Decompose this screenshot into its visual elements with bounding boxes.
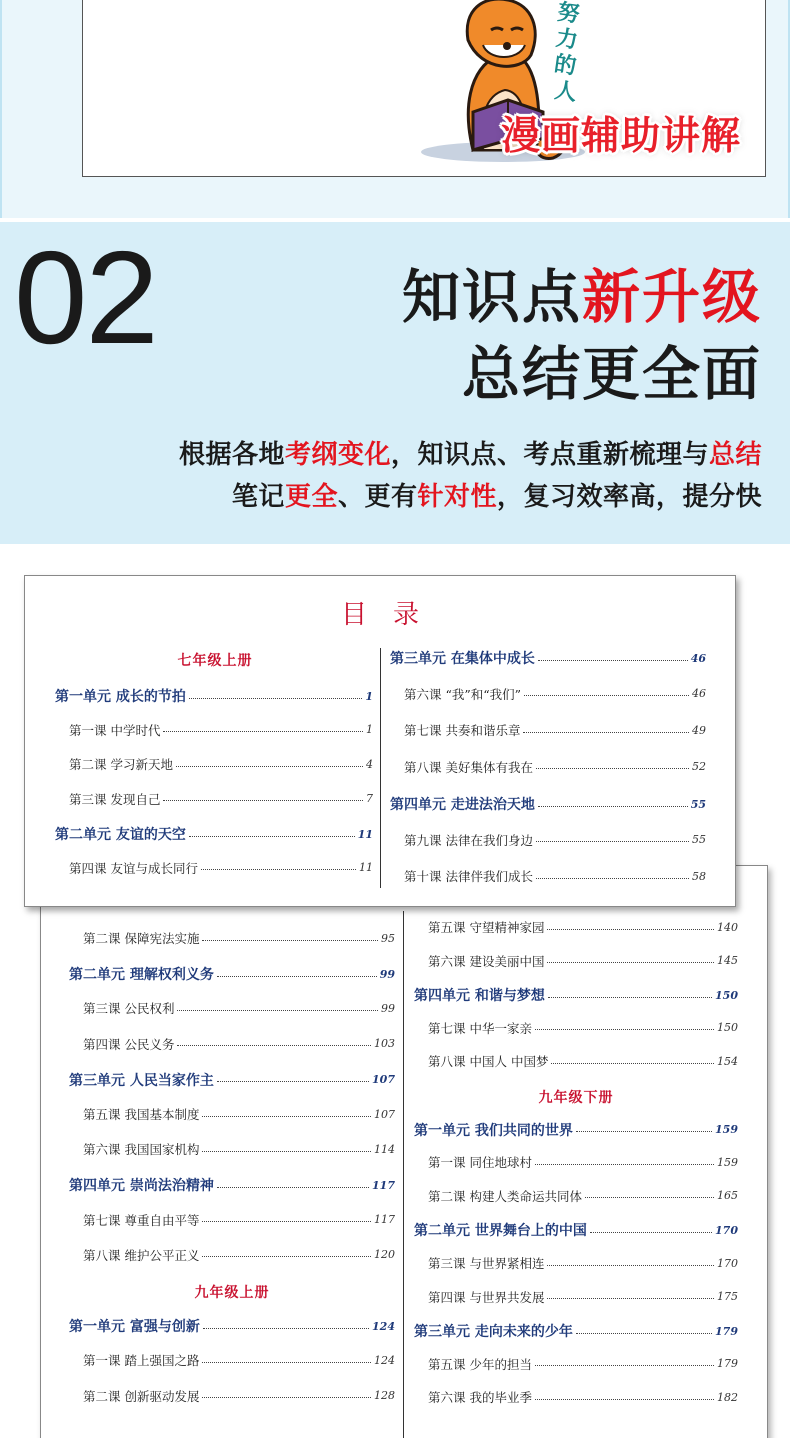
dot-leader bbox=[189, 698, 362, 699]
toc-unit-entry[interactable] bbox=[69, 1175, 395, 1195]
dot-leader bbox=[547, 1298, 714, 1299]
page-number: 140 bbox=[717, 920, 738, 934]
entry-title: 第九课 法律在我们身边 bbox=[404, 832, 533, 848]
svg-text:力: 力 bbox=[554, 25, 580, 54]
dot-leader bbox=[551, 1063, 714, 1064]
toc-lesson-entry[interactable] bbox=[428, 952, 738, 970]
dot-leader bbox=[576, 1333, 712, 1334]
page-number: 99 bbox=[379, 967, 395, 981]
dot-leader bbox=[523, 732, 689, 733]
entry-title: 第七课 尊重自由平等 bbox=[83, 1212, 200, 1228]
entry-title: 第二单元 友谊的天空 bbox=[55, 827, 186, 843]
page-number: 103 bbox=[374, 1037, 395, 1051]
dot-leader bbox=[202, 1362, 371, 1363]
page-number: 170 bbox=[717, 1256, 738, 1270]
headline1-red: 新升级 bbox=[581, 263, 762, 331]
page-number: 179 bbox=[717, 1357, 738, 1371]
page-number: 114 bbox=[374, 1142, 395, 1156]
description-text: 根据各地 bbox=[178, 440, 285, 470]
toc-unit-entry[interactable] bbox=[414, 1120, 738, 1140]
toc-lesson-entry[interactable] bbox=[83, 1246, 395, 1264]
toc-unit-entry[interactable] bbox=[414, 985, 738, 1005]
dot-leader bbox=[189, 836, 355, 837]
entry-title: 第十课 法律伴我们成长 bbox=[404, 869, 533, 884]
entry-title: 第四单元 崇尚法治精神 bbox=[69, 1178, 214, 1195]
description-line1 bbox=[179, 442, 762, 468]
page-number: 11 bbox=[357, 827, 373, 841]
page-number: 117 bbox=[374, 1213, 395, 1227]
entry-title: 第五课 我国基本制度 bbox=[83, 1107, 200, 1122]
illustration-card bbox=[82, 0, 766, 177]
dot-leader bbox=[535, 1164, 714, 1165]
page-number: 55 bbox=[692, 833, 706, 846]
grade-heading: 九年级上册 bbox=[194, 1285, 270, 1301]
toc-unit-entry[interactable] bbox=[414, 1321, 738, 1341]
page-number: 58 bbox=[692, 869, 706, 883]
page-number: 1 bbox=[365, 689, 373, 703]
dot-leader bbox=[536, 841, 689, 842]
toc-lesson-entry[interactable] bbox=[404, 758, 706, 776]
highlight-text: 针对性 bbox=[417, 482, 497, 512]
toc-lesson-entry[interactable] bbox=[428, 1187, 738, 1205]
entry-title: 第四课 友谊与成长同行 bbox=[69, 860, 198, 876]
toc-unit-entry[interactable] bbox=[390, 648, 706, 668]
toc-lesson-entry[interactable] bbox=[69, 721, 373, 739]
entry-title: 第七课 共奏和谐乐章 bbox=[404, 723, 521, 738]
toc-lesson-entry[interactable] bbox=[83, 1387, 395, 1405]
dot-leader bbox=[217, 1081, 369, 1082]
toc-lesson-entry[interactable] bbox=[69, 859, 373, 877]
entry-title: 第三单元 人民当家作主 bbox=[69, 1072, 214, 1089]
grade-heading: 九年级下册 bbox=[538, 1090, 614, 1106]
entry-title: 第三单元 走向未来的少年 bbox=[414, 1324, 573, 1341]
dot-leader bbox=[177, 1045, 371, 1046]
page-number: 11 bbox=[359, 861, 373, 874]
entry-title: 第六课 “我”和“我们” bbox=[404, 686, 522, 702]
entry-title: 第一课 同住地球村 bbox=[428, 1155, 532, 1171]
headline1-black: 知识点 bbox=[401, 263, 582, 331]
highlight-text: 更全 bbox=[284, 482, 338, 512]
entry-title: 第一单元 成长的节拍 bbox=[55, 689, 186, 705]
page-number: 107 bbox=[374, 1107, 395, 1121]
toc-lesson-entry[interactable] bbox=[428, 1153, 738, 1171]
entry-title: 第四单元 和谐与梦想 bbox=[414, 988, 545, 1005]
svg-text:人: 人 bbox=[552, 78, 579, 107]
page-number: 46 bbox=[690, 651, 706, 665]
page-number: 49 bbox=[692, 723, 706, 737]
toc-unit-entry[interactable] bbox=[390, 794, 706, 814]
toc-lesson-entry[interactable] bbox=[428, 1254, 738, 1272]
toc-lesson-entry[interactable] bbox=[428, 1355, 738, 1373]
dot-leader bbox=[547, 962, 714, 963]
entry-title: 第二课 学习新天地 bbox=[69, 757, 173, 772]
toc-page-back bbox=[40, 865, 768, 1438]
entry-title: 第二课 构建人类命运共同体 bbox=[428, 1188, 582, 1204]
toc-lesson-entry[interactable] bbox=[404, 721, 706, 739]
toc-lesson-entry[interactable] bbox=[404, 685, 706, 703]
toc-unit-entry[interactable] bbox=[69, 964, 395, 984]
page-number: 124 bbox=[374, 1353, 395, 1367]
toc-lesson-entry[interactable] bbox=[428, 1288, 738, 1306]
page-number: 1 bbox=[366, 723, 373, 736]
dot-leader bbox=[536, 878, 689, 879]
dot-leader bbox=[535, 1399, 714, 1400]
headline-line2: 总结更全面 bbox=[461, 340, 762, 408]
page-number: 55 bbox=[690, 797, 706, 811]
entry-title: 第二单元 理解权利义务 bbox=[69, 967, 214, 984]
toc-lesson-entry[interactable] bbox=[428, 1019, 738, 1037]
dot-leader bbox=[217, 976, 377, 977]
page-number: 95 bbox=[381, 931, 395, 945]
manga-caption: 漫画辅助讲解 bbox=[501, 114, 742, 159]
page-number: 179 bbox=[715, 1324, 738, 1338]
grade-heading: 七年级上册 bbox=[177, 653, 253, 669]
page-number: 46 bbox=[692, 687, 706, 700]
dot-leader bbox=[538, 806, 688, 807]
page-number: 145 bbox=[717, 954, 738, 968]
toc-unit-entry[interactable] bbox=[55, 686, 373, 706]
entry-title: 第一单元 富强与创新 bbox=[69, 1319, 200, 1336]
highlight-text: 考纲变化 bbox=[284, 440, 391, 470]
entry-title: 第二课 保障宪法实施 bbox=[83, 931, 200, 946]
entry-title: 第八课 美好集体有我在 bbox=[404, 759, 533, 775]
entry-title: 第二课 创新驱动发展 bbox=[83, 1388, 200, 1404]
entry-title: 第八课 维护公平正义 bbox=[83, 1247, 200, 1263]
entry-title: 第三课 公民权利 bbox=[83, 1001, 175, 1017]
description-text: ，知识点、考点重新梳理与 bbox=[390, 440, 709, 470]
toc-lesson-entry[interactable] bbox=[428, 918, 738, 936]
page-number: 182 bbox=[717, 1390, 738, 1404]
page-number: 128 bbox=[374, 1389, 395, 1403]
page-number: 120 bbox=[374, 1248, 395, 1262]
toc-title: 目录 bbox=[340, 600, 445, 630]
highlight-text: 总结 bbox=[708, 440, 762, 470]
entry-title: 第五课 守望精神家园 bbox=[428, 920, 545, 935]
dot-leader bbox=[536, 768, 689, 769]
page-number: 99 bbox=[381, 1001, 395, 1015]
column-divider bbox=[380, 648, 381, 888]
entry-title: 第七课 中华一家亲 bbox=[428, 1020, 532, 1036]
dot-leader bbox=[576, 1131, 712, 1132]
top-section bbox=[0, 0, 790, 218]
entry-title: 第五课 少年的担当 bbox=[428, 1356, 532, 1372]
toc-lesson-entry[interactable] bbox=[83, 1105, 395, 1123]
dot-leader bbox=[524, 695, 689, 696]
toc-lesson-entry[interactable] bbox=[69, 790, 373, 808]
toc-lesson-entry[interactable] bbox=[83, 1351, 395, 1369]
toc-lesson-entry[interactable] bbox=[83, 1140, 395, 1158]
description-text: ，复习效率高，提分快 bbox=[496, 482, 762, 512]
dot-leader bbox=[202, 1151, 371, 1152]
dot-leader bbox=[202, 1397, 371, 1398]
entry-title: 第四课 公民义务 bbox=[83, 1036, 175, 1052]
headline-line1 bbox=[401, 263, 762, 331]
entry-title: 第一课 中学时代 bbox=[69, 722, 161, 738]
entry-title: 第三课 与世界紧相连 bbox=[428, 1256, 545, 1271]
toc-lesson-entry[interactable] bbox=[404, 831, 706, 849]
dot-leader bbox=[202, 1256, 371, 1257]
fox-lettering: 努 bbox=[555, 0, 582, 28]
page-number: 170 bbox=[715, 1223, 738, 1237]
dot-leader bbox=[538, 660, 688, 661]
page-number: 159 bbox=[715, 1123, 738, 1137]
page-number: 165 bbox=[717, 1189, 738, 1203]
dot-leader bbox=[201, 869, 356, 870]
section-number: 02 bbox=[14, 224, 157, 371]
entry-title: 第六课 我的毕业季 bbox=[428, 1390, 532, 1406]
page-number: 175 bbox=[717, 1290, 738, 1304]
page-number: 107 bbox=[372, 1073, 395, 1087]
entry-title: 第一单元 我们共同的世界 bbox=[414, 1122, 573, 1139]
page-number: 159 bbox=[717, 1155, 738, 1169]
description-line2 bbox=[232, 484, 762, 510]
entry-title: 第六课 建设美丽中国 bbox=[428, 953, 545, 969]
toc-unit-entry[interactable] bbox=[55, 824, 373, 844]
toc-page-front bbox=[24, 575, 736, 907]
page-number: 7 bbox=[366, 792, 373, 805]
toc-lesson-entry[interactable] bbox=[69, 755, 373, 773]
dot-leader bbox=[217, 1187, 369, 1188]
entry-title: 第四课 与世界共发展 bbox=[428, 1289, 545, 1305]
entry-title: 第六课 我国国家机构 bbox=[83, 1142, 200, 1158]
dot-leader bbox=[585, 1197, 714, 1198]
dot-leader bbox=[535, 1029, 714, 1030]
dot-leader bbox=[535, 1365, 714, 1366]
toc-unit-entry[interactable] bbox=[69, 1070, 395, 1090]
description-text: 、更有 bbox=[337, 482, 418, 512]
dot-leader bbox=[590, 1232, 712, 1233]
page-number: 150 bbox=[717, 1021, 738, 1035]
page-number: 52 bbox=[692, 760, 706, 773]
page-number: 117 bbox=[372, 1178, 395, 1192]
toc-lesson-entry[interactable] bbox=[404, 867, 706, 885]
dot-leader bbox=[202, 1221, 371, 1222]
entry-title: 第三单元 在集体中成长 bbox=[390, 651, 535, 667]
entry-title: 第三课 发现自己 bbox=[69, 791, 161, 807]
toc-lesson-entry[interactable] bbox=[83, 999, 395, 1017]
toc-lesson-entry[interactable] bbox=[83, 1211, 395, 1229]
dot-leader bbox=[163, 800, 363, 801]
dot-leader bbox=[203, 1328, 369, 1329]
toc-lesson-entry[interactable] bbox=[83, 1035, 395, 1053]
entry-title: 第一课 踏上强国之路 bbox=[83, 1353, 200, 1369]
toc-unit-entry[interactable] bbox=[414, 1220, 738, 1240]
description-text: 笔记 bbox=[231, 482, 285, 512]
toc-lesson-entry[interactable] bbox=[83, 929, 395, 947]
toc-lesson-entry[interactable] bbox=[428, 1388, 738, 1406]
page-number: 150 bbox=[715, 988, 738, 1002]
dot-leader bbox=[202, 1116, 371, 1117]
dot-leader bbox=[547, 1265, 714, 1266]
toc-lesson-entry[interactable] bbox=[428, 1052, 738, 1070]
column-divider bbox=[403, 911, 404, 1438]
entry-title: 第八课 中国人 中国梦 bbox=[428, 1054, 549, 1070]
entry-title: 第四单元 走进法治天地 bbox=[390, 797, 535, 813]
dot-leader bbox=[547, 929, 714, 930]
page-number: 154 bbox=[717, 1054, 738, 1068]
dot-leader bbox=[176, 766, 363, 767]
dot-leader bbox=[163, 731, 363, 732]
page-number: 4 bbox=[366, 757, 373, 771]
svg-text:的: 的 bbox=[552, 51, 578, 80]
dot-leader bbox=[202, 940, 378, 941]
toc-unit-entry[interactable] bbox=[69, 1316, 395, 1336]
entry-title: 第二单元 世界舞台上的中国 bbox=[414, 1223, 587, 1240]
dot-leader bbox=[548, 997, 712, 998]
page-number: 124 bbox=[372, 1319, 395, 1333]
dot-leader bbox=[177, 1010, 378, 1011]
